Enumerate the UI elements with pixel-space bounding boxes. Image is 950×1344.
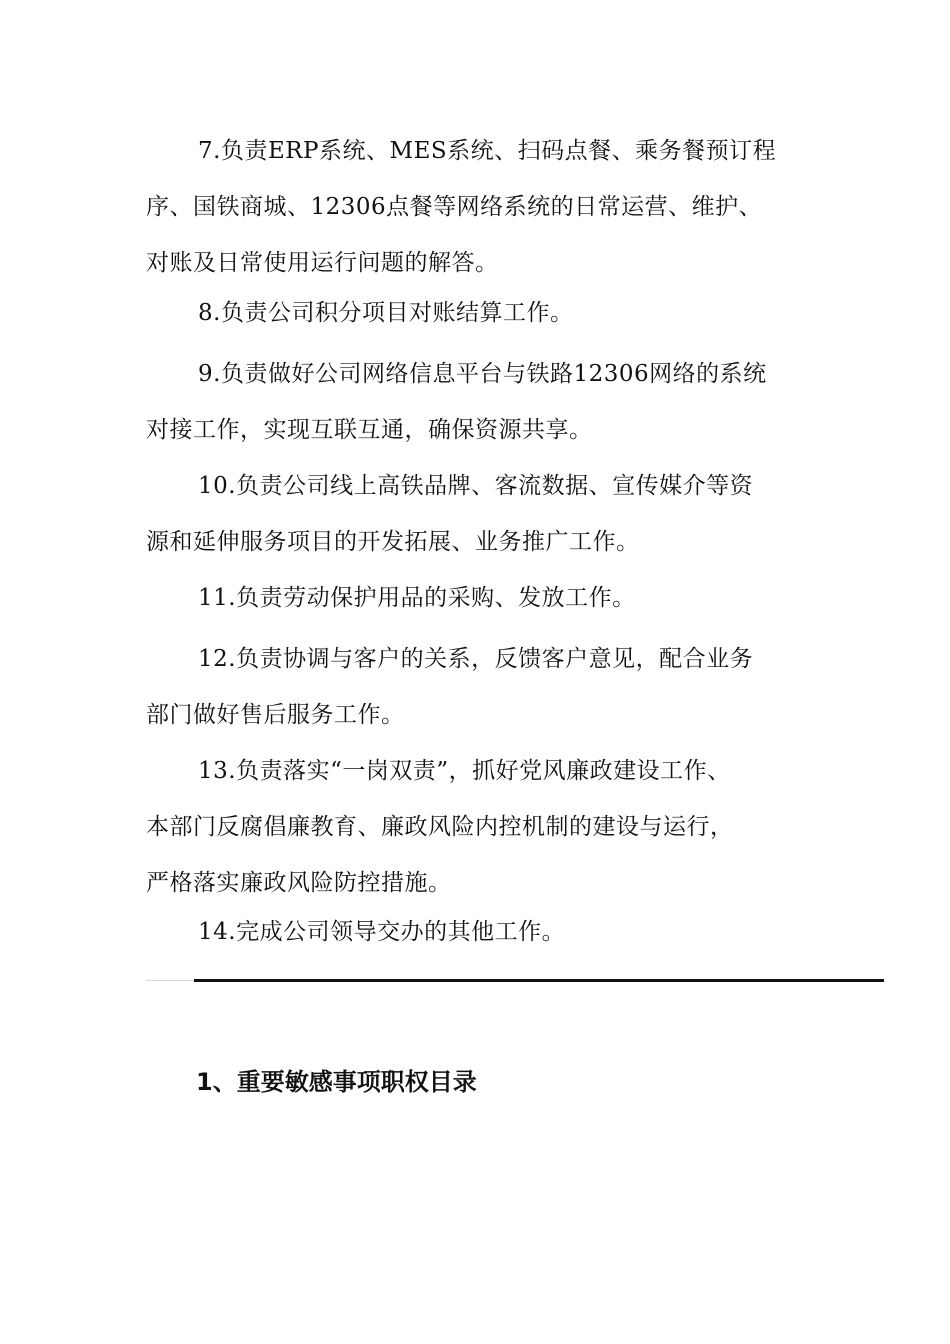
text-line: 14.完成公司领导交办的其他工作。 xyxy=(198,919,566,945)
text-line: 本部门反腐倡廉教育、廉政风险内控机制的建设与运行， xyxy=(146,814,734,840)
text-line: 对账及日常使用运行问题的解答。 xyxy=(146,250,499,276)
text-line: 13.负责落实“一岗双责”，抓好党风廉政建设工作、 xyxy=(198,758,731,784)
duty-item-13 xyxy=(146,753,811,902)
text-line: 序、国铁商城、12306点餐等网络系统的日常运营、维护、 xyxy=(146,194,763,220)
section-divider xyxy=(194,979,884,982)
text-line: 11.负责劳动保护用品的采购、发放工作。 xyxy=(198,585,636,611)
text-line: 源和延伸服务项目的开发拓展、业务推广工作。 xyxy=(146,529,640,555)
duty-item-8 xyxy=(146,295,811,332)
text-line: 8.负责公司积分项目对账结算工作。 xyxy=(198,300,574,326)
duty-item-10 xyxy=(146,468,811,561)
duty-item-12 xyxy=(146,641,811,734)
text-line: 对接工作，实现互联互通，确保资源共享。 xyxy=(146,417,593,443)
divider-left-segment xyxy=(146,980,194,981)
text-line: 7.负责ERP系统、MES系统、扫码点餐、乘务餐预订程 xyxy=(198,138,777,164)
duty-item-11 xyxy=(146,580,811,617)
section-heading: 1、重要敏感事项职权目录 xyxy=(196,1068,477,1096)
duty-item-9 xyxy=(146,356,811,449)
duty-item-7 xyxy=(146,133,811,282)
text-line: 严格落实廉政风险防控措施。 xyxy=(146,870,452,896)
duty-item-14 xyxy=(146,914,811,951)
text-line: 9.负责做好公司网络信息平台与铁路12306网络的系统 xyxy=(198,361,767,387)
text-line: 12.负责协调与客户的关系，反馈客户意见，配合业务 xyxy=(198,646,754,672)
text-line: 部门做好售后服务工作。 xyxy=(146,702,405,728)
text-line: 10.负责公司线上高铁品牌、客流数据、宣传媒介等资 xyxy=(198,473,754,499)
